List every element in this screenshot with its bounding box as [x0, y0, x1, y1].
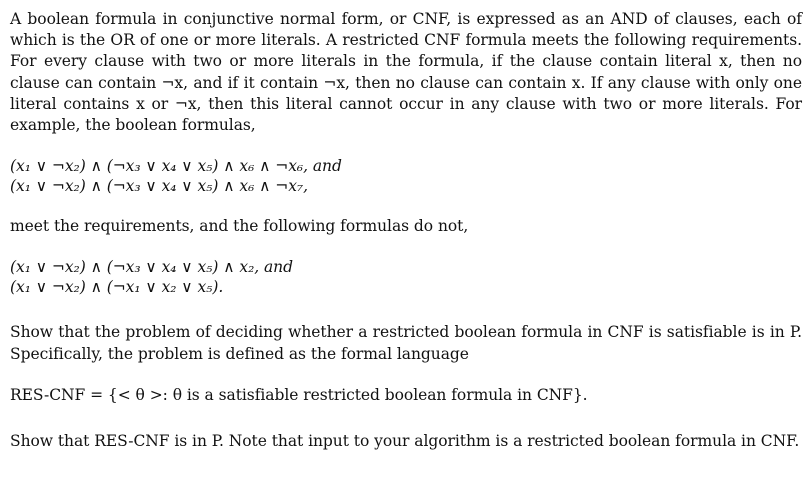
problem-paragraph: Show that the problem of deciding whether a restricted boolean formula in CNF is satisfiable is in P. Specifically, the problem is defined as the formal language: [10, 323, 802, 363]
invalid-example-1: (x₁ ∨ ¬x₂) ∧ (¬x₃ ∨ x₄ ∨ x₅) ∧ x₂, and: [10, 258, 293, 277]
meet-requirements-text: meet the requirements, and the following formulas do not,: [10, 217, 469, 236]
spacer: [10, 196, 802, 216]
document-page: [10, 9, 802, 452]
language-definition: RES-CNF = {< θ >: θ is a satisfiable restricted boolean formula in CNF}.: [10, 385, 588, 404]
valid-example-1: (x₁ ∨ ¬x₂) ∧ (¬x₃ ∨ x₄ ∨ x₅) ∧ x₆ ∧ ¬x₆, and: [10, 157, 342, 176]
spacer: [10, 365, 802, 385]
intro-paragraph: A boolean formula in conjunctive normal form, or CNF, is expressed as an AND of clauses, each of which is the OR of one or more literals. A restricted CNF formula meets the following requirements. For every clause with two or more literals in the formula, if the clause contain literal x, then no clause can contain ¬x, and if it contain ¬x, then no clause can contain x. If any clause with only one literal contains x or ¬x, then this literal cannot occur in any clause with two or more literals. For example, the boolean formulas,: [10, 10, 802, 135]
spacer: [10, 297, 802, 322]
spacer: [10, 406, 802, 431]
invalid-examples: [10, 257, 802, 297]
spacer: [10, 237, 802, 257]
spacer: [10, 136, 802, 156]
valid-examples: [10, 156, 802, 196]
final-paragraph: Show that RES-CNF is in P. Note that input to your algorithm is a restricted boolean formula in CNF.: [10, 432, 800, 451]
valid-example-2: (x₁ ∨ ¬x₂) ∧ (¬x₃ ∨ x₄ ∨ x₅) ∧ x₆ ∧ ¬x₇,: [10, 177, 308, 196]
invalid-example-2: (x₁ ∨ ¬x₂) ∧ (¬x₁ ∨ x₂ ∨ x₅).: [10, 278, 224, 297]
